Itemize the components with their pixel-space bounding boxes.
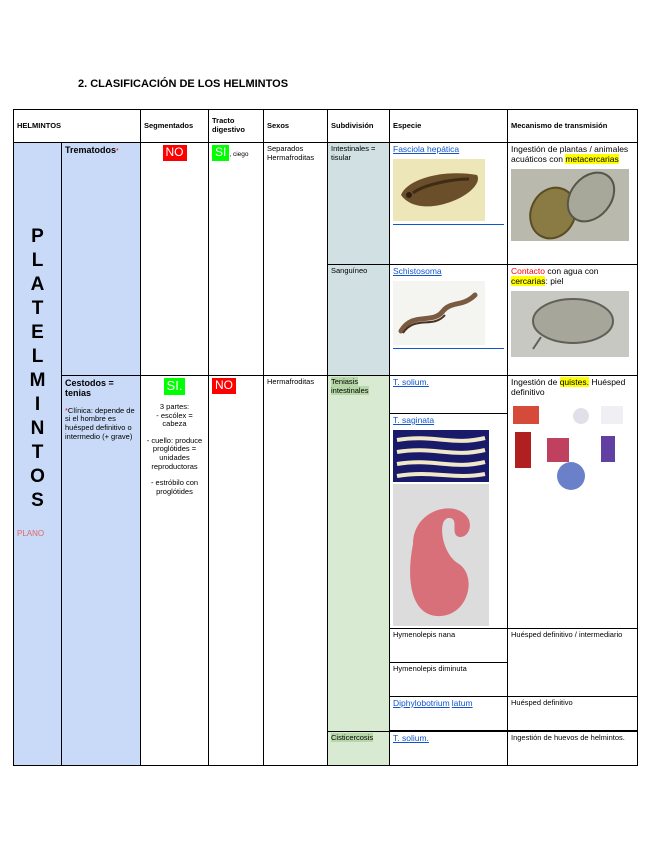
mec-schisto-text: con agua con [545, 266, 599, 276]
no-badge: NO [163, 145, 187, 161]
schistosoma-link[interactable]: Schistosoma [393, 266, 442, 276]
cercarias-highlight: cercarias [511, 275, 546, 286]
helmintos-table [13, 109, 638, 766]
latum-link[interactable]: latum [451, 697, 473, 708]
especie-solium [390, 376, 508, 414]
cuello-text: - cuello: produce proglótides = unidades reproductoras [146, 435, 203, 471]
sub-cisticercosis-cell [328, 731, 390, 765]
clinica-note [65, 407, 137, 442]
clinica-asterisk: * [65, 405, 68, 415]
platelmintos-vertical-label [17, 225, 58, 513]
cestodos-cell [62, 376, 141, 766]
trematodos-name: Trematodos [65, 145, 117, 155]
especie-diminuta: Hymenolepis diminuta [390, 662, 508, 696]
sub-teniasis: Teniasis intestinales [331, 377, 369, 395]
scolex-image [393, 484, 489, 626]
header-row [14, 110, 638, 143]
sub-sanguineo: Sanguíneo [328, 265, 390, 376]
platelmintos-letter: M [29, 370, 46, 391]
partes-text: 3 partes: [159, 401, 190, 411]
schistosoma-image [393, 281, 485, 345]
platelmintos-letter: N [30, 418, 45, 439]
trematodos-segmentados [141, 143, 209, 376]
header-tracto: Tracto digestivo [209, 110, 264, 143]
fasciola-image [393, 159, 485, 221]
taenia-lifecycle-image [511, 402, 629, 494]
quistes-highlight: quistes. [559, 377, 589, 387]
cestodos-sexos: Hermafroditas [264, 376, 328, 766]
saginata-link[interactable]: T. saginata [393, 415, 435, 425]
metacercarias-highlight: metacercarias [565, 153, 619, 164]
trematodos-tracto [209, 143, 264, 376]
mecanismo-schistosoma [508, 265, 638, 376]
mecanismo-solium [508, 376, 638, 629]
estrobilo-text: - estróbilo con proglótides [150, 478, 199, 496]
no-badge: NO [212, 378, 236, 394]
mec-fasciola-text: Ingestión de plantas / animales acuáticos con [511, 144, 629, 164]
mecanismo-cist: Ingestión de huevos de helmintos. [508, 731, 638, 765]
header-helmintos: HELMINTOS [14, 110, 141, 143]
header-especie: Especie [390, 110, 508, 143]
platelmintos-letter: P [31, 226, 44, 247]
especie-cist [390, 731, 508, 765]
clinica-text: Clínica: depende de si el hombre es huésped definitivo o intermedio (+ grave) [65, 405, 135, 441]
header-segmentados: Segmentados [141, 110, 209, 143]
platelmintos-cell [14, 143, 62, 766]
si-badge: SI [212, 145, 229, 161]
escolex-text: - escólex = cabeza [156, 410, 193, 429]
fasciola-separator [393, 224, 504, 225]
contacto-text: Contacto [511, 266, 546, 276]
cestodos-name: Cestodos = tenias [65, 378, 114, 399]
tracto-note: , ciego [229, 151, 249, 158]
header-mecanismo: Mecanismo de transmisión [508, 110, 638, 143]
mecanismo-fasciola [508, 143, 638, 265]
especie-fasciola [390, 143, 508, 265]
diphylobotrium-link[interactable]: Diphylobotrium [393, 697, 450, 708]
platelmintos-letter: L [31, 346, 44, 367]
platelmintos-letter: O [30, 466, 45, 487]
page-title: 2. CLASIFICACIÓN DE LOS HELMINTOS [78, 78, 289, 90]
sub-cisticercosis: Cisticercosis [331, 732, 374, 742]
platelmintos-letter: S [31, 490, 44, 511]
especie-diphylobotrium [390, 696, 508, 730]
especie-schistosoma [390, 265, 508, 376]
platelmintos-letter: E [31, 322, 44, 343]
cestodos-segmentados [141, 376, 209, 766]
trematodos-asterisk: * [116, 148, 119, 155]
platelmintos-letter: I [34, 394, 41, 415]
platelmintos-letter: A [30, 274, 45, 295]
platelmintos-letter: T [31, 298, 44, 319]
mec-solium-text: Ingestión de [511, 377, 560, 387]
cist-solium-link[interactable]: T. solium. [393, 732, 429, 743]
si-badge: SI. [164, 378, 186, 395]
sub-intestinales: Intestinales = tisular [328, 143, 390, 265]
schistosoma-separator [393, 348, 504, 349]
metacercarias-image [511, 169, 629, 241]
platelmintos-letter: L [31, 250, 44, 271]
platelmintos-letter: T [31, 442, 44, 463]
plano-label: PLANO [17, 529, 45, 538]
sub-teniasis-cell [328, 376, 390, 732]
header-sexos: Sexos [264, 110, 328, 143]
trematodos-sexos: Separados Hermafroditas [264, 143, 328, 376]
trematodos-cell [62, 143, 141, 376]
especie-nana: Hymenolepis nana [390, 628, 508, 662]
header-subdivision: Subdivisión [328, 110, 390, 143]
solium-link[interactable]: T. solium. [393, 377, 429, 387]
saginata-image [393, 430, 489, 482]
cercaria-egg-image [511, 291, 629, 357]
fasciola-link[interactable]: Fasciola hepática [393, 144, 460, 154]
mec-schisto-post: : piel [545, 275, 564, 286]
cestodos-tracto [209, 376, 264, 766]
especie-saginata [390, 414, 508, 629]
mecanismo-nana: Huésped definitivo / intermediario [508, 628, 638, 696]
mec-solium-post: Huésped definitivo [511, 377, 626, 397]
mecanismo-diphylobotrium: Huésped definitivo [508, 696, 638, 730]
